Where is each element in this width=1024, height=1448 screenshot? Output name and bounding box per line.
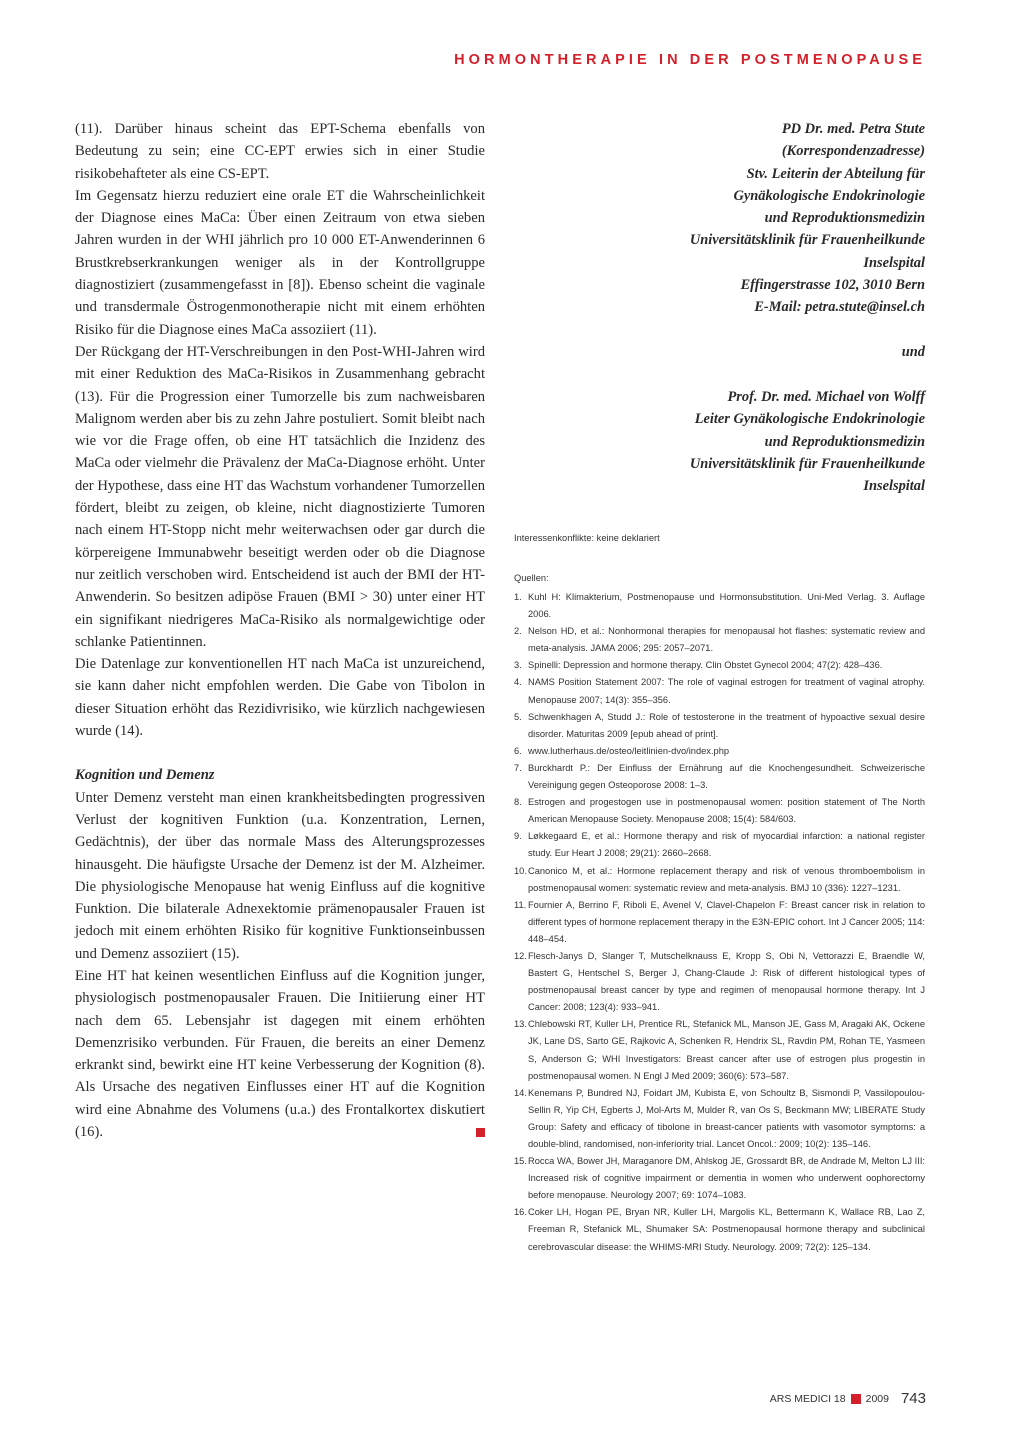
reference-number: 13. <box>514 1019 527 1030</box>
main-text-column <box>75 118 485 1143</box>
reference-text: Rocca WA, Bower JH, Maraganore DM, Ahlskog JE, Grossardt BR, de Andrade M, Melton LJ III: Increased risk of cognitive impairment or dementia in women who underwent oophorectomy before menopause. Neurology 2007; 69: 1074–1083. <box>528 1156 925 1201</box>
reference-number: 11. <box>514 899 527 910</box>
paragraph: Der Rückgang der HT-Verschreibungen in den Post-WHI-Jahren wird mit einer Reduktion des MaCa-Risikos in Zusammenhang gebracht (13). Für die Progression einer Tumorzelle bis zum nachweisbaren Malignom werden aber bis zu zehn Jahre postuliert. Somit bleibt nach wie vor die Frage offen, ob eine HT tatsächlich die Inzidenz des MaCa oder vielmehr die Prävalenz der MaCa-Diagnose erhöht. Unter der Hypothese, dass eine HT das Wachstum vorhandener Tumorzellen fördert, bleibt zu zeigen, ob kleine, nicht diagnostizierte Tumoren nach einem HT-Stopp nicht mehr weiterwachsen oder gar durch die körpereigene Immunabwehr beseitigt werden oder ob die Diagnose nur zeitlich verschoben wird. Entscheidend ist auch der BMI der HT-Anwenderin. So besitzen adipöse Frauen (BMI > 30) unter einer HT ein signifikant niedrigeres MaCa-Risiko als normalgewichtige oder schlanke Patientinnen. <box>75 343 485 650</box>
reference-item <box>514 589 925 623</box>
reference-text: Burckhardt P.: Der Einfluss der Ernährung auf die Knochengesundheit. Schweizerische Vereinigung gegen Osteoporose 2008: 1–3. <box>528 762 925 791</box>
reference-number: 6. <box>514 745 522 756</box>
section-heading: Kognition und Demenz <box>75 767 215 784</box>
reference-number: 16. <box>514 1207 527 1218</box>
author-name: Prof. Dr. med. Michael von Wolff <box>727 389 925 405</box>
reference-item <box>514 897 925 948</box>
reference-number: 9. <box>514 831 522 842</box>
reference-text: Estrogen and progestogen use in postmenopausal women: position statement of The North American Menopause Society. Menopause 2008; 15(4): 584/603. <box>528 797 925 825</box>
references-label: Quellen: <box>514 573 549 583</box>
paragraph-text: Eine HT hat keinen wesentlichen Einfluss auf die Kognition junger, physiologisch postmenopausaler Frauen. Die Initiierung einer HT nach dem 65. Lebensjahr ist dagegen mit einem erhöhten Demenzrisiko verbunden. Für Frauen, die bereits an einer Demenz erkrankt sind, bewirkt eine HT keine Verbesserung der Kognition (8). Als Ursache des negativen Einflusses einer HT auf die Kognition wird eine Abnahme des Volumens (u.a.) des Frontalkortex diskutiert (16). <box>75 967 485 1141</box>
reference-number: 5. <box>514 711 522 722</box>
address-line: Inselspital <box>863 478 925 495</box>
reference-item <box>514 623 925 657</box>
address-line: und Reproduktionsmedizin <box>764 210 925 227</box>
and-separator: und <box>901 344 925 360</box>
reference-item <box>514 743 925 760</box>
conflict-of-interest: Interessenkonflikte: keine deklariert <box>514 533 660 543</box>
reference-item <box>514 1085 925 1153</box>
second-author-address <box>505 386 925 497</box>
reference-item <box>514 1153 925 1204</box>
reference-number: 12. <box>514 950 527 961</box>
journal-name: ARS MEDICI 18 <box>769 1392 846 1405</box>
paragraph: Die Datenlage zur konventionellen HT nach MaCa ist unzureichend, sie kann daher nicht empfohlen werden. Die Gabe von Tibolon in dieser Situation erhöht das Rezidivrisiko, wie kürzlich nachgewiesen wurde (14). <box>75 656 485 740</box>
address-line: (Korrespondenzadresse) <box>781 143 925 160</box>
reference-item <box>514 1016 925 1084</box>
reference-list <box>514 589 925 1256</box>
reference-item <box>514 674 925 708</box>
reference-number: 14. <box>514 1087 527 1098</box>
reference-item <box>514 657 925 674</box>
correspondence-address <box>505 118 925 319</box>
reference-text: Canonico M, et al.: Hormone replacement therapy and risk of venous thromboembolism in postmenopausal women: systematic review and meta-analysis. BMJ 10 (336): 1227–1231. <box>528 865 925 893</box>
address-line: Gynäkologische Endokrinologie <box>733 187 925 204</box>
address-line: Stv. Leiterin der Abteilung für <box>746 165 925 182</box>
reference-number: 10. <box>514 865 527 876</box>
page-number: 743 <box>900 1390 926 1407</box>
reference-number: 8. <box>514 797 522 808</box>
running-header: HORMONTHERAPIE IN DER POSTMENOPAUSE <box>454 52 926 68</box>
reference-item <box>514 709 925 743</box>
address-line: Universitätsklinik für Frauenheilkunde <box>689 232 925 249</box>
reference-text: Coker LH, Hogan PE, Bryan NR, Kuller LH, Margolis KL, Bettermann K, Wallace RB, Lao Z, Freeman R, Stefanick ML, Shumaker SA: Postmenopausal hormone therapy and subclinical cerebrovascular disease: the WHIMS-MRI Study. Neurology. 2009; 72(2): 125–134. <box>528 1207 925 1252</box>
email-line: E-Mail: petra.stute@insel.ch <box>754 299 925 316</box>
address-line: Leiter Gynäkologische Endokrinologie <box>694 411 925 428</box>
reference-text: Spinelli: Depression and hormone therapy. Clin Obstet Gynecol 2004; 47(2): 428–436. <box>528 660 883 671</box>
reference-text: Kenemans P, Bundred NJ, Foidart JM, Kubista E, von Schoultz B, Sismondi P, Vassilopoulou-Sellin R, Yip CH, Egberts J, Mol-Arts M, Mulder R, van Os S, Beckmann MW; LIBERATE Study Group: Safety and efficacy of tibolone in breast-cancer patients with vasomotor symptoms: a double-blind, randomised, non-inferiority trial. Lancet Oncol.: 2009; 10(2): 135–146. <box>528 1087 925 1149</box>
reference-text: Løkkegaard E, et al.: Hormone therapy and risk of myocardial infarction: a national register study. Eur Heart J 2008; 29(21): 2660–2668. <box>528 831 925 859</box>
reference-item <box>514 1204 925 1255</box>
reference-text: Flesch-Janys D, Slanger T, Mutschelknauss E, Kropp S, Obi N, Vettorazzi E, Braendle W, Bastert G, Hentschel S, Berger J, Chang-Claude J: Risk of different histological types of postmenopausal breast cancer by type and regimen of menopausal hormone therapy. Int J Cancer: 2008; 123(4): 933–941. <box>528 950 925 1013</box>
reference-item <box>514 948 925 1016</box>
reference-text: Schwenkhagen A, Studd J.: Role of testosterone in the treatment of hypoactive sexual desire disorder. Maturitas 2009 [epub ahead of print]. <box>528 711 925 739</box>
footer-square-mark <box>851 1394 861 1404</box>
reference-item <box>514 863 925 897</box>
end-of-article-mark <box>476 1128 485 1137</box>
address-line: Universitätsklinik für Frauenheilkunde <box>689 455 925 472</box>
page-footer <box>770 1390 926 1407</box>
reference-number: 7. <box>514 762 522 773</box>
paragraph <box>75 965 485 1143</box>
reference-text: Nelson HD, et al.: Nonhormonal therapies for menopausal hot flashes: systematic review and meta-analysis. JAMA 2006; 295: 2057–2071. <box>528 626 925 654</box>
reference-number: 1. <box>514 592 522 602</box>
reference-item <box>514 760 925 794</box>
reference-number: 4. <box>514 677 522 688</box>
reference-text: www.lutherhaus.de/osteo/leitlinien-dvo/index.php <box>528 745 730 756</box>
journal-year: 2009 <box>865 1392 889 1405</box>
reference-text: Chlebowski RT, Kuller LH, Prentice RL, Stefanick ML, Manson JE, Gass M, Aragaki AK, Ockene JK, Lane DS, Sarto GE, Rajkovic A, Schenken R, Hendrix SL, Ravdin PM, Rohan TE, Yasmeen S, Anderson G; WHI Investigators: Breast cancer after use of estrogen plus progestin in postmenopausal women. N Engl J Med 2009; 360(6): 573–587. <box>528 1019 925 1081</box>
address-line: Inselspital <box>863 254 925 271</box>
address-line: Effingerstrasse 102, 3010 Bern <box>740 277 925 294</box>
reference-number: 2. <box>514 626 522 637</box>
reference-text: Kuhl H: Klimakterium, Postmenopause und Hormonsubstitution. Uni-Med Verlag. 3. Auflage 2006. <box>528 592 925 620</box>
paragraph: (11). Darüber hinaus scheint das EPT-Schema ebenfalls von Bedeutung zu sein; eine CC-EPT erwies sich in einer Studie risikobehafteter als eine CS-EPT. <box>75 121 485 182</box>
reference-text: Fournier A, Berrino F, Riboli E, Avenel V, Clavel-Chapelon F: Breast cancer risk in relation to different types of hormone replacement therapy in the E3N-EPIC cohort. Int J Cancer 2005; 114: 448–454. <box>528 899 925 944</box>
reference-item <box>514 828 925 862</box>
reference-text: NAMS Position Statement 2007: The role of vaginal estrogen for treatment of vaginal atrophy. Menopause 2007; 14(3): 355–356. <box>528 677 925 705</box>
reference-item <box>514 794 925 828</box>
author-name: PD Dr. med. Petra Stute <box>781 121 925 137</box>
reference-number: 15. <box>514 1156 527 1167</box>
address-line: und Reproduktionsmedizin <box>764 433 925 450</box>
paragraph: Unter Demenz versteht man einen krankheitsbedingten progressiven Verlust der kognitiven Funktion (u.a. Konzentration, Lernen, Gedächtnis), der über das normale Mass des Alterungsprozesses hinausgeht. Die häufigste Ursache der Demenz ist der M. Alzheimer. Die physiologische Menopause hat wenig Einfluss auf die kognitive Funktion. Die bilaterale Adnexektomie prämenopausaler Frauen ist jedoch mit einem erhöhten Risiko für kognitive Funktionseinbussen und Demenz assoziiert (15). <box>75 789 485 962</box>
paragraph: Im Gegensatz hierzu reduziert eine orale ET die Wahrscheinlichkeit der Diagnose eines MaCa: Über einen Zeitraum von etwa sieben Jahren wurden in der WHI jährlich pro 10 000 ET-Anwenderinnen 6 Brustkrebserkrankungen weniger als in der Kontrollgruppe diagnostiziert (zusammengefasst in [8]). Ebenso scheint die vaginale und transdermale Östrogenmonotherapie nicht mit einem erhöhten Risiko für die Diagnose eines MaCa assoziiert (11). <box>75 187 485 338</box>
reference-number: 3. <box>514 660 522 671</box>
